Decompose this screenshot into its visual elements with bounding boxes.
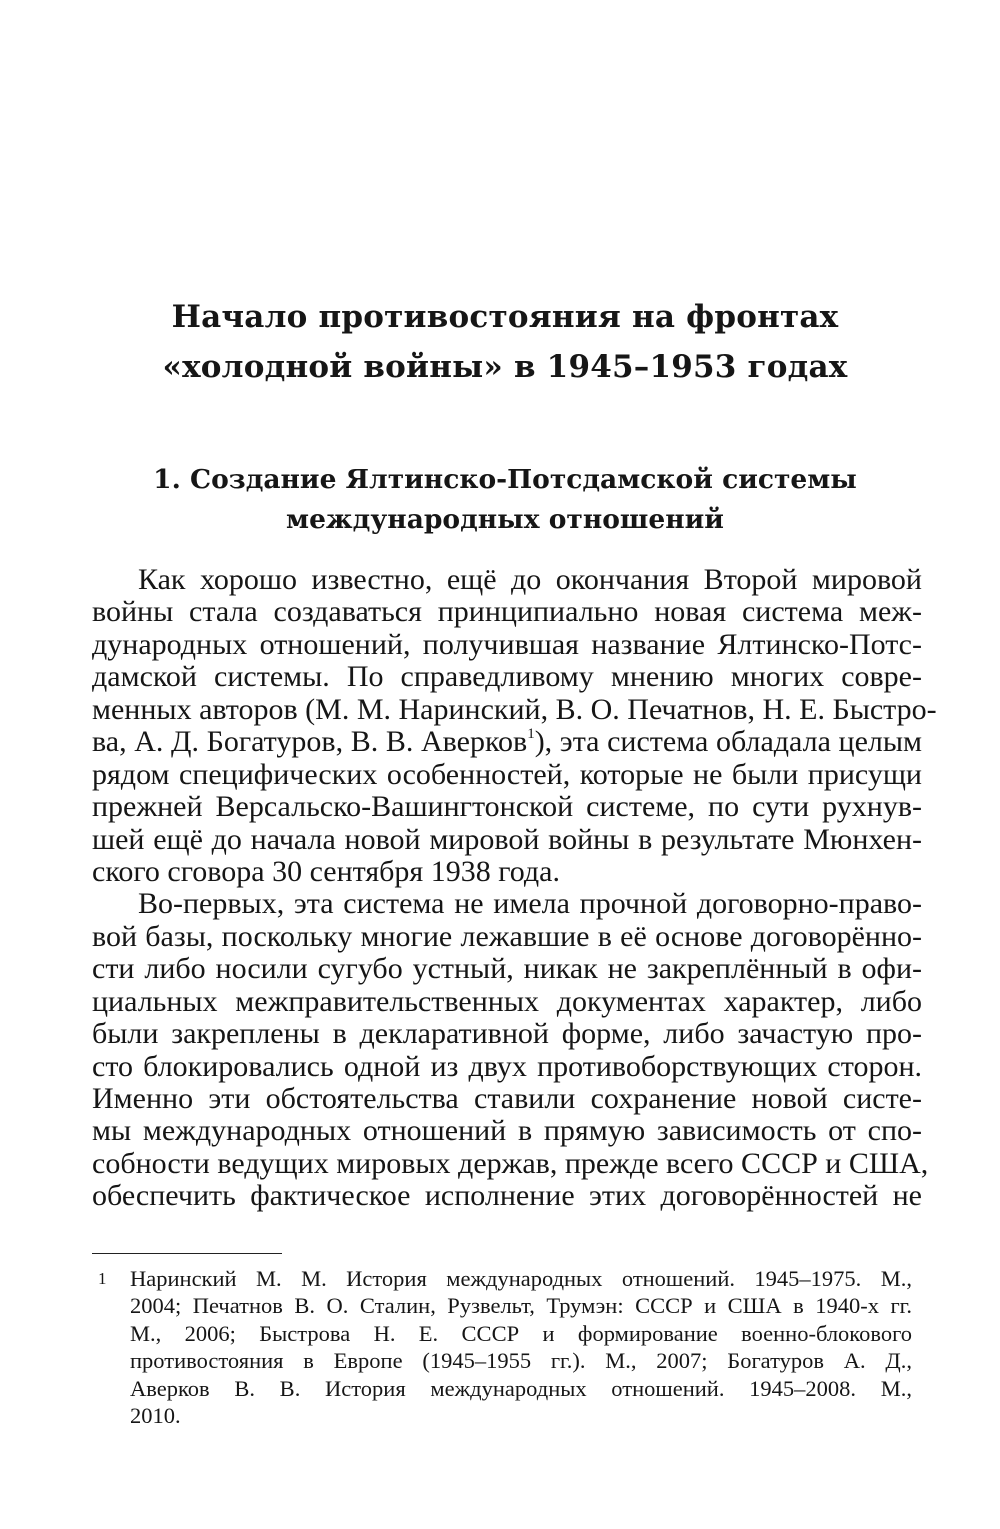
text-line: были закреплены в декларативной форме, либо зачастую про- — [92, 1017, 922, 1051]
footnote-line: противостояния в Европе (1945–1955 гг.). М., 2007; Богатуров А. Д., — [130, 1348, 912, 1374]
chapter-title-line-2: «холодной войны» в 1945–1953 годах — [162, 349, 848, 385]
text-line: менных авторов (М. М. Наринский, В. О. Печатнов, Н. Е. Быстро- — [92, 692, 937, 726]
text-line: собности ведущих мировых держав, прежде всего СССР и США, — [92, 1146, 929, 1180]
text-line: вой базы, поскольку многие лежавшие в её основе договорённо- — [92, 919, 922, 953]
footnote-line: М., 2006; Быстрова Н. Е. СССР и формирование военно-блокового — [130, 1320, 912, 1346]
paragraph-2 — [92, 887, 929, 1213]
text-line: сто блокировались одной из двух противоборствующих сторон. — [92, 1049, 922, 1083]
footnote-number: 1 — [98, 1269, 107, 1288]
section-title — [80, 460, 930, 540]
text-segment: ), эта система обладала целым — [534, 725, 923, 759]
footnote-divider — [92, 1253, 282, 1254]
text-line: дамской системы. По справедливому мнению многих совре- — [92, 660, 922, 694]
paragraph-1 — [92, 563, 937, 888]
chapter-title — [80, 292, 930, 392]
footnote-text — [130, 1265, 912, 1429]
text-line: мы международных отношений в прямую зависимость от спо- — [92, 1114, 922, 1148]
footnote-reference[interactable]: 1 — [527, 726, 535, 743]
text-line: Как хорошо известно, ещё до окончания Второй мировой — [138, 563, 922, 596]
text-line: войны стала создаваться принципиально новая система меж- — [92, 595, 922, 629]
body-text — [92, 563, 937, 1213]
section-title-line-1: 1. Создание Ялтинско-Потсдамской системы — [153, 464, 857, 495]
footnote-line: Наринский М. М. История международных отношений. 1945–1975. М., — [130, 1266, 912, 1291]
text-line: обеспечить фактическое исполнение этих договорённостей не — [92, 1179, 922, 1213]
text-line-with-footnote — [92, 726, 922, 758]
chapter-title-line-1: Начало противостояния на фронтах — [171, 299, 839, 335]
text-line: шей ещё до начала новой мировой войны в результате Мюнхен- — [92, 822, 922, 856]
text-line: дународных отношений, получившая название Ялтинско-Потс- — [92, 627, 922, 661]
text-line: ского сговора 30 сентября 1938 года. — [92, 854, 560, 888]
text-line: циальных межправительственных документах характер, либо — [92, 984, 922, 1018]
text-line: Именно эти обстоятельства ставили сохранение новой систе- — [92, 1082, 922, 1115]
footnote-line: 2010. — [130, 1402, 181, 1428]
text-line: рядом специфических особенностей, которые не были присущи — [92, 757, 922, 791]
footnote-line: 2004; Печатнов В. О. Сталин, Рузвельт, Трумэн: СССР и США в 1940-х гг. — [130, 1293, 912, 1319]
text-line: сти либо носили сугубо устный, никак не закреплённый в офи- — [92, 952, 922, 986]
footnote-line: Аверков В. В. История международных отношений. 1945–2008. М., — [130, 1375, 912, 1401]
text-line: Во-первых, эта система не имела прочной договорно-право- — [138, 887, 922, 921]
text-segment: ва, А. Д. Богатуров, В. В. Аверков — [92, 725, 528, 759]
text-line: прежней Версальско-Вашингтонской системе, по сути рухнув- — [92, 790, 922, 824]
section-title-line-2: международных отношений — [286, 504, 724, 535]
